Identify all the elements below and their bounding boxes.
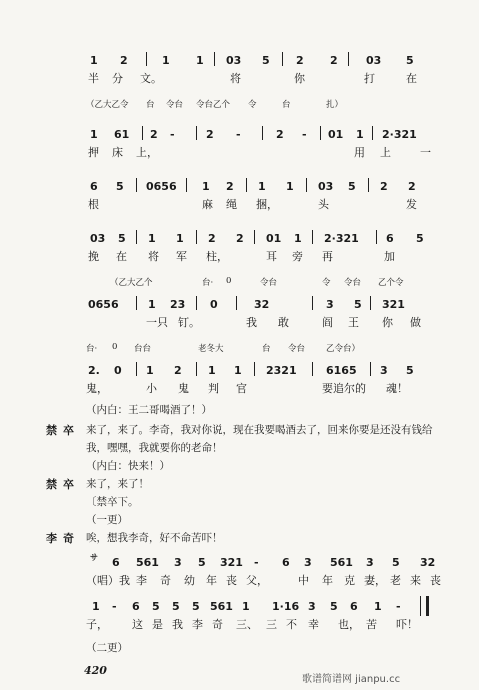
- note: 0656: [88, 298, 119, 311]
- note: 5: [392, 556, 400, 569]
- final-barline: [426, 596, 429, 616]
- lyric: 在: [406, 72, 417, 85]
- lyric: 幼: [184, 574, 195, 587]
- lyric: 打: [364, 72, 375, 85]
- score-system-2: [86, 128, 446, 160]
- note: -: [170, 128, 175, 141]
- lyric: 旁: [292, 250, 303, 263]
- note: 1: [90, 54, 98, 67]
- gong-syllable: 令台: [344, 278, 362, 288]
- note: 5: [118, 232, 126, 245]
- lyric: 床: [112, 146, 123, 159]
- lyric: 苦: [366, 618, 377, 631]
- note: 5: [416, 232, 424, 245]
- barline: [312, 362, 313, 376]
- gong-syllable: 0: [112, 342, 118, 352]
- gong-syllable: 台·: [202, 278, 214, 288]
- role-name: 李奇: [46, 532, 80, 545]
- note: 1: [196, 54, 204, 67]
- stage-direction: （一更）: [86, 514, 128, 526]
- lyric: 头: [318, 198, 329, 211]
- barline: [262, 126, 263, 140]
- barline: [282, 52, 283, 66]
- barline: [196, 362, 197, 376]
- note: -: [112, 600, 117, 613]
- note: 1: [374, 600, 382, 613]
- lyric: 捆，: [256, 198, 278, 211]
- lyric: 你: [382, 316, 393, 329]
- song-system-1: [86, 553, 456, 588]
- barline: [146, 52, 147, 66]
- note: 0656: [146, 180, 177, 193]
- barline: [368, 178, 369, 192]
- lyric: 是: [152, 618, 163, 631]
- barline: [186, 178, 187, 192]
- note: 1: [146, 364, 154, 377]
- lyric: 也，: [338, 618, 360, 631]
- note: 1·16: [272, 600, 300, 613]
- barline: [196, 296, 197, 310]
- lyric: （唱）我: [86, 574, 130, 587]
- barline: [196, 126, 197, 140]
- note: 561: [210, 600, 233, 613]
- lyric: 不: [286, 618, 297, 631]
- note: 2: [236, 232, 244, 245]
- song-system-2: [86, 600, 456, 632]
- note: 5: [152, 600, 160, 613]
- note: 2: [276, 128, 284, 141]
- note: -: [254, 556, 259, 569]
- note: 3: [380, 364, 388, 377]
- gong-syllable: 老冬大: [198, 344, 224, 354]
- lyric: 加: [384, 250, 395, 263]
- page-number: 420: [84, 664, 107, 677]
- barline: [236, 296, 237, 310]
- role-name: 禁卒: [46, 478, 80, 491]
- note: 5: [406, 364, 414, 377]
- note: 3: [326, 298, 334, 311]
- note: 1: [176, 232, 184, 245]
- gong-syllable: 令: [322, 278, 331, 288]
- note: 5: [330, 600, 338, 613]
- lyric: 文。: [140, 72, 162, 85]
- note: 1: [286, 180, 294, 193]
- note: 32: [254, 298, 270, 311]
- gong-syllable: 令台: [288, 344, 306, 354]
- barline: [306, 178, 307, 192]
- note: 2.: [88, 364, 100, 377]
- lyric: 三、: [236, 618, 258, 631]
- note: 1: [356, 128, 364, 141]
- lyric: 一只: [146, 316, 168, 329]
- lyric: 子，: [86, 618, 108, 631]
- lyric: 官: [236, 382, 247, 395]
- lyric: 吓！: [396, 618, 418, 631]
- lyric: 鬼，: [86, 382, 108, 395]
- note: 6: [132, 600, 140, 613]
- note: 2: [296, 54, 304, 67]
- lyric: 上，: [136, 146, 158, 159]
- note: 6: [90, 180, 98, 193]
- lyric-row: [86, 70, 446, 86]
- note: 2: [206, 128, 214, 141]
- lyric: 丧: [226, 574, 237, 587]
- gong-syllable: 台: [262, 344, 271, 354]
- lyric: 柱，: [206, 250, 228, 263]
- note: 1: [208, 364, 216, 377]
- note: 1: [234, 364, 242, 377]
- lyric: 用: [354, 146, 365, 159]
- lyric: 一: [420, 146, 431, 159]
- lyric: 上: [380, 146, 391, 159]
- note: 5: [354, 298, 362, 311]
- note: 1: [258, 180, 266, 193]
- note: 2·321: [324, 232, 359, 245]
- lyric: 我: [172, 618, 183, 631]
- lyric: 挽: [88, 250, 99, 263]
- gong-syllable: 台: [146, 100, 155, 110]
- gong-syllable: 扎）: [326, 100, 344, 110]
- note: 5: [192, 600, 200, 613]
- lyric: 将: [230, 72, 241, 85]
- gong-syllable: 令台乙个: [196, 100, 231, 110]
- free-meter-sign: サ: [90, 553, 98, 562]
- note: 2321: [266, 364, 297, 377]
- stage-direction: （内白：王二哥喝酒了！）: [86, 404, 212, 416]
- barline: [372, 126, 373, 140]
- gong-syllable: 台·: [86, 344, 98, 354]
- lyric: 奇: [160, 574, 171, 587]
- lyric: 李: [192, 618, 203, 631]
- note: 03: [90, 232, 106, 245]
- note: -: [302, 128, 307, 141]
- lyric: 半: [88, 72, 99, 85]
- score-system-3: [86, 180, 446, 212]
- note: 321: [220, 556, 243, 569]
- lyric: 钉。: [178, 316, 200, 329]
- note: 5: [348, 180, 356, 193]
- lyric: 根: [88, 198, 99, 211]
- percussion-line-3: [86, 342, 446, 356]
- barline: [312, 230, 313, 244]
- note: 5: [262, 54, 270, 67]
- gong-syllable: 令: [248, 100, 257, 110]
- percussion-line-1: [86, 98, 446, 112]
- note: 61: [114, 128, 130, 141]
- lyric: 押: [88, 146, 99, 159]
- note: 1: [92, 600, 100, 613]
- note: 3: [366, 556, 374, 569]
- note: 0: [114, 364, 122, 377]
- note: 1: [148, 232, 156, 245]
- lyric: 将: [148, 250, 159, 263]
- lyric: 敢: [278, 316, 289, 329]
- note: 2: [208, 232, 216, 245]
- note: 32: [420, 556, 436, 569]
- lyric: 幸: [308, 618, 319, 631]
- barline: [370, 362, 371, 376]
- dialogue-line: 我，嘿嘿，我就要你的老命！: [86, 442, 223, 454]
- percussion-line-2: [86, 276, 446, 290]
- note: 1: [294, 232, 302, 245]
- barline: [420, 596, 421, 616]
- note: 03: [318, 180, 334, 193]
- barline: [136, 362, 137, 376]
- lyric: 魂！: [386, 382, 408, 395]
- note: 03: [366, 54, 382, 67]
- note: 23: [170, 298, 186, 311]
- note: 03: [226, 54, 242, 67]
- lyric: 我: [246, 316, 257, 329]
- gong-syllable: 令台: [166, 100, 184, 110]
- note: 3: [174, 556, 182, 569]
- note: 1: [162, 54, 170, 67]
- lyric: 军: [176, 250, 187, 263]
- note: 2: [226, 180, 234, 193]
- note: 01: [328, 128, 344, 141]
- barline: [254, 362, 255, 376]
- note: 01: [266, 232, 282, 245]
- note: 561: [136, 556, 159, 569]
- note: 5: [406, 54, 414, 67]
- gong-syllable: 台台: [134, 344, 152, 354]
- note: 2: [174, 364, 182, 377]
- lyric: 李: [136, 574, 147, 587]
- note: 1: [202, 180, 210, 193]
- note: 5: [172, 600, 180, 613]
- watermark: 歌谱简谱网 jianpu.cc: [302, 674, 401, 685]
- note: 321: [382, 298, 405, 311]
- note: 2·321: [382, 128, 417, 141]
- note: 2: [408, 180, 416, 193]
- note: 6: [350, 600, 358, 613]
- note: 3: [304, 556, 312, 569]
- note: 6165: [326, 364, 357, 377]
- note: 1: [148, 298, 156, 311]
- lyric: 这: [132, 618, 143, 631]
- barline: [142, 126, 143, 140]
- dialogue-line: 来了，来了。李奇，我对你说，现在我要喝酒去了，回来你要是还没有钱给: [86, 424, 433, 436]
- lyric: 发: [406, 198, 417, 211]
- dialogue-line: 唉，想我李奇，好不命苦吓！: [86, 532, 223, 544]
- lyric: 丧: [430, 574, 441, 587]
- stage-direction: （二更）: [86, 642, 128, 654]
- lyric: 在: [116, 250, 127, 263]
- lyric: 小: [146, 382, 157, 395]
- note: 6: [386, 232, 394, 245]
- lyric: 耳: [266, 250, 277, 263]
- lyric: 妻，: [364, 574, 386, 587]
- barline: [136, 230, 137, 244]
- score-system-6: [86, 364, 446, 396]
- note: 561: [330, 556, 353, 569]
- lyric: 奇: [212, 618, 223, 631]
- note: 6: [112, 556, 120, 569]
- barline: [320, 126, 321, 140]
- lyric: 麻: [202, 198, 213, 211]
- gong-syllable: 乙令台）: [326, 344, 361, 354]
- note: 2: [330, 54, 338, 67]
- score-system-5: [86, 298, 446, 330]
- lyric: 阎: [322, 316, 333, 329]
- lyric: 分: [112, 72, 123, 85]
- barline: [312, 296, 313, 310]
- lyric: 绳: [226, 198, 237, 211]
- barline: [136, 178, 137, 192]
- note: 3: [308, 600, 316, 613]
- barline: [214, 52, 215, 66]
- lyric: 鬼: [178, 382, 189, 395]
- gong-syllable: 令台: [260, 278, 278, 288]
- note: 5: [116, 180, 124, 193]
- gong-syllable: 0: [226, 276, 232, 286]
- lyric: 父，: [246, 574, 268, 587]
- dialogue-line: 来了，来了！: [86, 478, 149, 490]
- lyric: 再: [322, 250, 333, 263]
- barline: [196, 230, 197, 244]
- lyric: 年: [322, 574, 333, 587]
- lyric: 判: [208, 382, 219, 395]
- lyric: 克: [344, 574, 355, 587]
- note: 1: [90, 128, 98, 141]
- notation-row: [86, 54, 446, 70]
- note: 0: [210, 298, 218, 311]
- lyric: 来: [410, 574, 421, 587]
- barline: [254, 230, 255, 244]
- barline: [348, 52, 349, 66]
- note: 2: [150, 128, 158, 141]
- lyric: 做: [410, 316, 421, 329]
- score-system-4: [86, 232, 446, 264]
- lyric: 三: [266, 618, 277, 631]
- gong-syllable: （乙大乙令: [86, 100, 129, 110]
- note: 2: [380, 180, 388, 193]
- lyric: 要追尔的: [322, 382, 366, 395]
- lyric: 你: [294, 72, 305, 85]
- gong-syllable: （乙大乙个: [110, 278, 153, 288]
- gong-syllable: 台: [282, 100, 291, 110]
- stage-direction: （内白：快来！）: [86, 460, 170, 472]
- gong-syllable: 乙个令: [378, 278, 404, 288]
- note: 6: [282, 556, 290, 569]
- note: 2: [120, 54, 128, 67]
- barline: [370, 296, 371, 310]
- lyric: 中: [298, 574, 309, 587]
- role-name: 禁卒: [46, 424, 80, 437]
- score-system-1: [86, 54, 446, 86]
- note: -: [236, 128, 241, 141]
- note: 5: [198, 556, 206, 569]
- stage-direction: 〔禁卒下。: [86, 496, 139, 508]
- note: 1: [242, 600, 250, 613]
- barline: [246, 178, 247, 192]
- lyric: 王: [348, 316, 359, 329]
- barline: [136, 296, 137, 310]
- lyric: 年: [206, 574, 217, 587]
- note: -: [396, 600, 401, 613]
- lyric: 老: [390, 574, 401, 587]
- barline: [376, 230, 377, 244]
